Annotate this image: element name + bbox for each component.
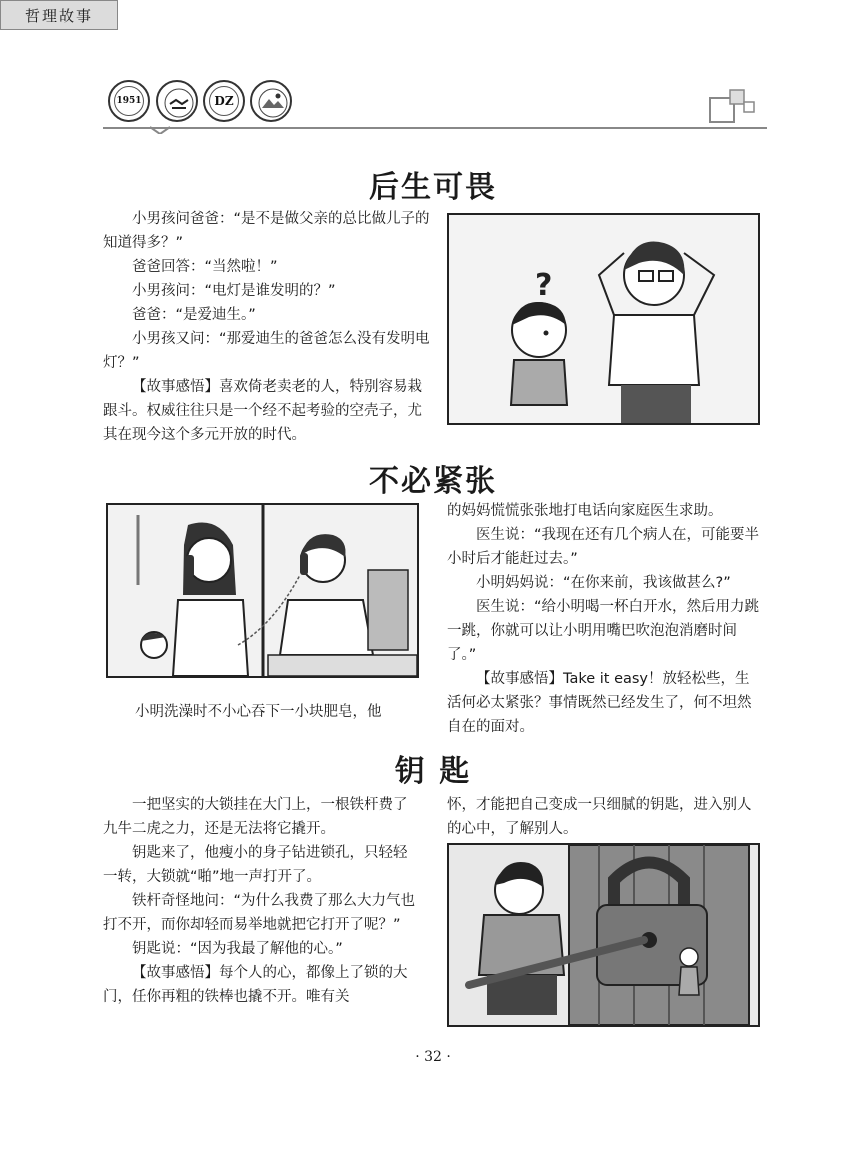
paragraph: 小明妈妈说：“在你来前，我该做甚么?” — [476, 575, 731, 591]
story-body-left — [106, 700, 419, 724]
paragraph: 铁杆奇怪地问：“为什么我费了那么大力气也打不开，而你却轻而易举地就把它打开了呢？” — [103, 893, 416, 933]
paragraph: 怀，才能把自己变成一只细腻的钥匙，进入别人的心中，了解别人。 — [447, 797, 752, 837]
page-number: · 32 · — [415, 1049, 451, 1065]
story-title: 后生可畏 — [369, 170, 497, 205]
paragraph: 的妈妈慌慌张张地打电话向家庭医生求助。 — [447, 503, 723, 519]
seal-text: DZ — [209, 86, 239, 116]
story-body — [103, 207, 433, 447]
header-squares-icon — [708, 88, 758, 126]
paragraph: 小男孩问爸爸：“是不是做父亲的总比做儿子的知道得多？” — [103, 211, 430, 251]
seal-text: 1951 — [114, 86, 144, 116]
paragraph: 【故事感悟】每个人的心，都像上了锁的大门，任你再粗的铁棒也撬不开。唯有关 — [103, 965, 408, 1005]
paragraph: 医生说：“给小明喝一杯白开水，然后用力跳一跳，你就可以让小明用嘴巴吹泡泡消磨时间了。” — [447, 599, 760, 663]
paragraph: 爸爸：“是爱迪生。” — [132, 307, 256, 323]
illustration-lock-and-key — [447, 843, 760, 1027]
paragraph: 小男孩又问：“那爱迪生的爸爸怎么没有发明电灯？” — [103, 331, 430, 371]
story-body-right — [447, 499, 763, 739]
story-body-left — [103, 793, 421, 1009]
dz-seal-icon — [203, 80, 245, 122]
svg-text:?: ? — [535, 268, 553, 303]
story-body-right — [447, 793, 763, 841]
handshake-seal-icon — [156, 80, 198, 122]
section-label: 哲理故事 — [0, 0, 118, 30]
story-title: 钥 匙 — [394, 754, 472, 789]
paragraph: 【故事感悟】喜欢倚老卖老的人，特别容易栽跟斗。权威往往只是一个经不起考验的空壳子，尤其在现今这个多元开放的时代。 — [103, 379, 422, 443]
illustration-mother-and-doctor-phone — [106, 503, 419, 678]
illustration-boy-and-father — [447, 213, 760, 425]
paragraph: 钥匙来了，他瘦小的身子钻进锁孔，只轻轻一转，大锁就“啪”地一声打开了。 — [103, 845, 408, 885]
story-title: 不必紧张 — [369, 464, 497, 499]
paragraph: 医生说：“我现在还有几个病人在，可能要半小时后才能赶过去。” — [447, 527, 760, 567]
paragraph: 小男孩问：“电灯是谁发明的？” — [132, 283, 336, 299]
paragraph: 爸爸回答：“当然啦！” — [132, 259, 278, 275]
paragraph: 一把坚实的大锁挂在大门上，一根铁杆费了九牛二虎之力，还是无法将它撬开。 — [103, 797, 408, 837]
paragraph: 小明洗澡时不小心吞下一小块肥皂，他 — [135, 704, 382, 720]
header-divider — [103, 127, 767, 129]
paragraph: 钥匙说：“因为我最了解他的心。” — [132, 941, 343, 957]
school-seal-icon — [108, 80, 150, 122]
landscape-seal-icon — [250, 80, 292, 122]
paragraph: 【故事感悟】Take it easy！放轻松些，生活何必太紧张？事情既然已经发生了，何不坦然自在的面对。 — [447, 671, 752, 735]
